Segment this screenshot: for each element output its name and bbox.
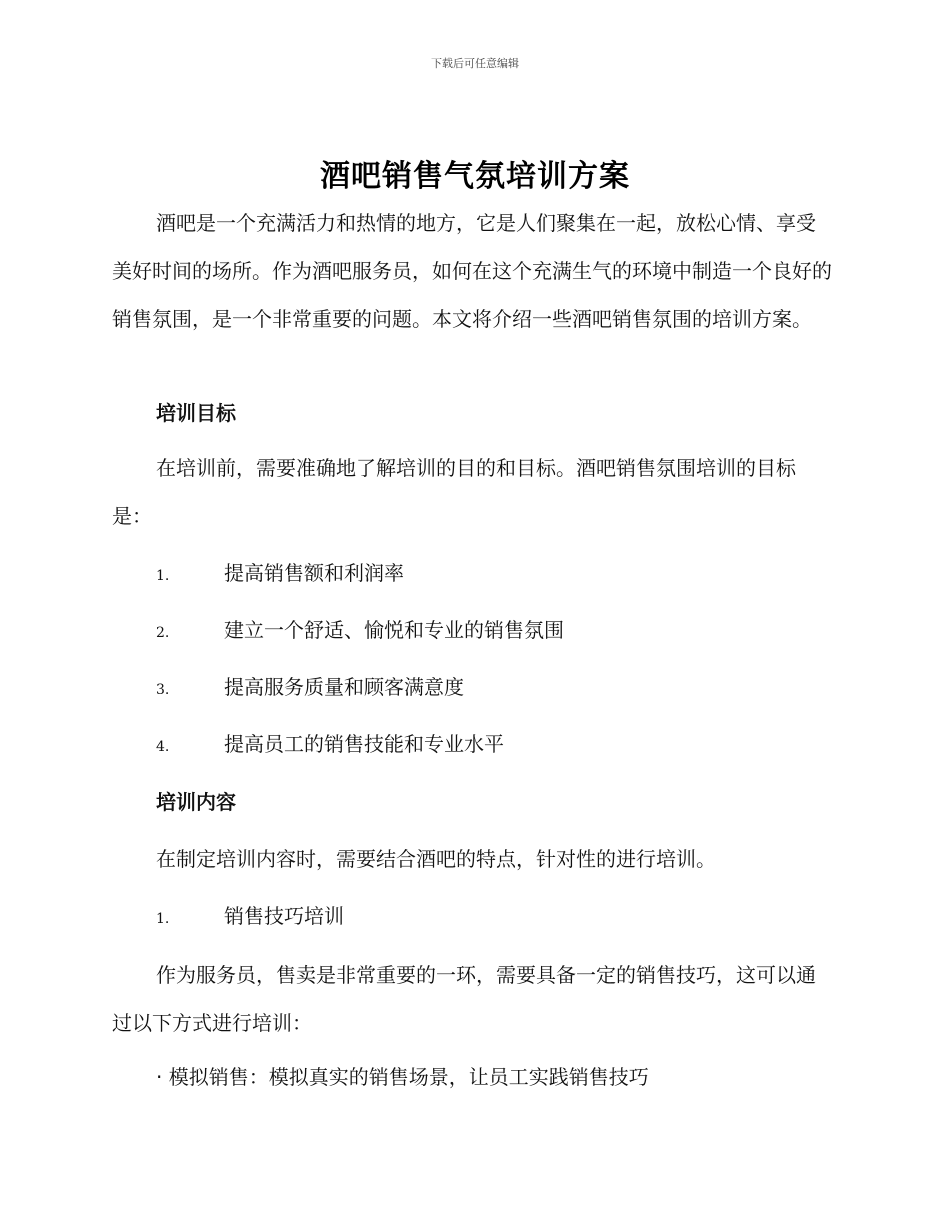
list-text: 销售技巧培训 [224, 904, 344, 928]
goals-paragraph: 在培训前，需要准确地了解培训的目的和目标。酒吧销售氛围培训的目标是： [112, 456, 796, 528]
list-text: 提高员工的销售技能和专业水平 [224, 732, 504, 756]
sales-skills-paragraph: 作为服务员，售卖是非常重要的一环，需要具备一定的销售技巧，这可以通过以下方式进行培训： [112, 963, 816, 1035]
list-item [156, 559, 404, 590]
list-number: 3. [156, 682, 170, 698]
list-text: 提高服务质量和顾客满意度 [224, 675, 464, 699]
list-number: 1. [156, 911, 170, 927]
list-number: 1. [156, 568, 170, 584]
document-title: 酒吧销售气氛培训方案 [320, 159, 630, 194]
section-heading-content: 培训内容 [156, 790, 236, 814]
list-item [156, 616, 564, 647]
list-item [156, 673, 464, 704]
subsection-heading [156, 902, 344, 933]
list-number: 4. [156, 739, 170, 755]
intro-paragraph: 酒吧是一个充满活力和热情的地方，它是人们聚集在一起，放松心情、享受美好时间的场所。作为酒吧服务员，如何在这个充满生气的环境中制造一个良好的销售氛围，是一个非常重要的问题。本文将介绍一些酒吧销售氛围的培训方案。 [112, 211, 832, 331]
page-header: 下载后可任意编辑 [431, 57, 519, 70]
content-paragraph: 在制定培训内容时，需要结合酒吧的特点，针对性的进行培训。 [156, 847, 716, 871]
list-number: 2. [156, 625, 170, 641]
bullet-item: · 模拟销售：模拟真实的销售场景，让员工实践销售技巧 [156, 1065, 649, 1089]
list-item [156, 730, 504, 761]
list-text: 提高销售额和利润率 [224, 561, 404, 585]
section-heading-goals: 培训目标 [156, 401, 236, 425]
list-text: 建立一个舒适、愉悦和专业的销售氛围 [224, 618, 564, 642]
